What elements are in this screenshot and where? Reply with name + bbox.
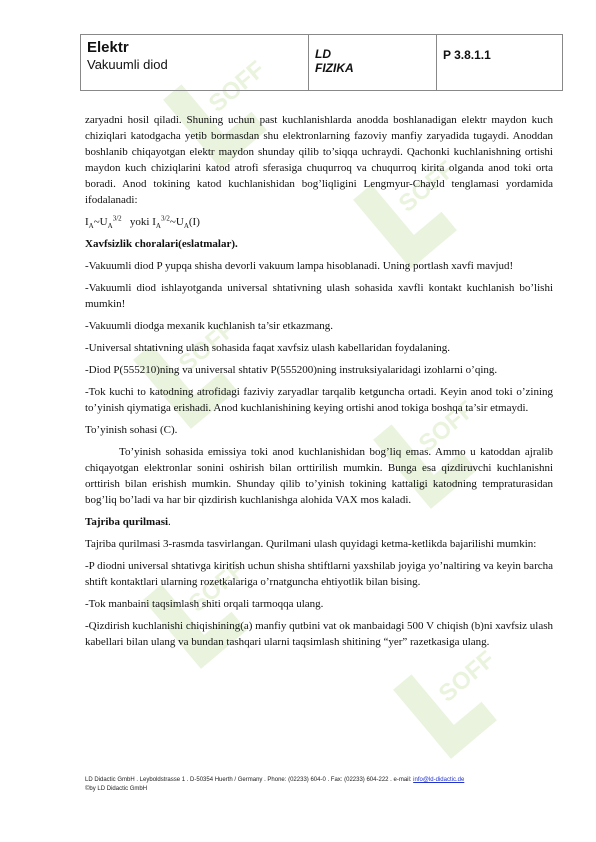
paragraph-space-charge: zaryadni hosil qiladi. Shuning uchun past kuchlanishlarda anodda boshlanadigan elektr maydon kuch chiziqlari katodgacha yetib bormasdan shu elektronlarning fazoviy manfiy zaryadida tugaydi. Anoddan boshlanib chiqayotgan elektr maydon shunday qilib to’siqqa uchraydi. Qachonki kuchlanishning ortishi maydon kuch chiziqlarini katod atrofi sferasiga chuqurroq va chuqurroq kirita olganda anod toki orta boradi. Anod tokining katod kuchlanishidan bog’liqligini Lengmyur-Chayld tenglamasi yordamida ifodalanadi: — [85, 114, 553, 206]
footer-address: LD Didactic GmbH . Leyboldstrasse 1 . D-50354 Huerth / Germany . Phone: (02233) 604-0 . Fax: (02233) 604-222 . e-mail: — [85, 777, 414, 783]
safety-note: -Universal shtativning ulash sohasida faqat xavfsiz ulash kabellaridan foydalaning. — [85, 342, 451, 354]
footer-address-line — [85, 776, 555, 785]
safety-heading: Xavfsizlik choralari(eslatmalar). — [85, 238, 238, 250]
svg-text:SOFF: SOFF — [203, 55, 271, 118]
header-subtitle: Vakuumli diod — [87, 57, 168, 72]
formula-sub: A — [155, 222, 161, 231]
page-header-table — [80, 34, 563, 91]
formula-part: yoki I — [129, 216, 156, 228]
formula-part: ~U — [169, 216, 184, 228]
watermark-logo-6 — [370, 630, 520, 780]
safety-note: -Vakuumli diod P yupqa shisha devorli vakuum lampa hisoblanadi. Uning portlash xavfi mavjud! — [85, 260, 514, 272]
header-title: Elektr — [87, 39, 129, 56]
header-ld-cell — [309, 35, 437, 90]
setup-step: -P diodni universal shtativga kiritish uchun shisha shtiftlarni yaxshilab joyiga yo’naltiring va keyin barcha shtift kontaktlari ularning rozetkalariga o’rnatguncha ehtiyotlik bilan bising. — [85, 560, 553, 588]
svg-text:SOFF: SOFF — [413, 395, 481, 458]
formula-part: (I) — [188, 216, 200, 228]
footer-copyright: ©by LD Didactic GmbH — [85, 786, 148, 792]
svg-text:SOFF: SOFF — [183, 555, 251, 618]
header-fizika: FIZIKA — [315, 61, 354, 75]
safety-note: -Diod P(555210)ning va universal shtativ P(555200)ning instruksiyalaridagi izohlarni o’qing. — [85, 364, 498, 376]
header-code-cell — [437, 35, 562, 90]
formula-part: I — [85, 216, 89, 228]
saturation-paragraph: To’yinish sohasida emissiya toki anod kuchlanishidan bog’liq emas. Ammo u katoddan ajralib chiqayotgan elektronlar sonini oshirish bilan orttirilish mumkin. Bunga esa qizdiruvchi kuchlanishni orttirish bilan erishish mumkin. Shunday qilib to’yinish tokining kattaligi katodning tempraturasidan bog’liq bo’ladi va har bir qizdirish kuchlanishga alohida VAX mos kaladi. — [85, 446, 553, 506]
setup-step: -Qizdirish kuchlanishi chiqishining(a) manfiy qutbini vat ok manbaidagi 500 V chiqish (b)ni xavfsiz ulash kabellari bilan ulang va bundan tashqari ularni taqsimlash shitining “yer” razetkasiga ulang. — [85, 620, 553, 648]
setup-step: -Tok manbaini taqsimlash shiti orqali tarmoqqa ulang. — [85, 598, 324, 610]
formula-sub: A — [88, 222, 94, 231]
svg-text:SOFF: SOFF — [433, 645, 501, 708]
setup-heading-line — [85, 514, 553, 530]
svg-text:SOFF: SOFF — [393, 155, 461, 218]
safety-note: -Tok kuchi to katodning atrofidagi faziviy zaryadlar tarqalib ketguncha ortadi. Keyin anod toki o’zining to’yinish qiymatiga erishadi. Anod kuchlanishining keying ortishi anod tokiga boshqa ta’sir etmaydi. — [85, 386, 553, 414]
footer-email-link[interactable]: info@ld-didactic.de — [413, 777, 465, 783]
svg-text:SOFF: SOFF — [173, 315, 241, 378]
header-ld: LD — [315, 47, 331, 61]
setup-heading-dot: . — [168, 516, 171, 528]
formula-sub: A — [183, 222, 189, 231]
safety-note: -Vakuumli diod ishlayotganda universal shtativning ulash sohasida xavfli kontakt kuchlanish bo’lishi mumkin! — [85, 282, 553, 310]
setup-paragraph: Tajriba qurilmasi 3-rasmda tasvirlangan. Qurilmani ulash quyidagi ketma-ketlikda bajarilishi mumkin: — [85, 538, 537, 550]
saturation-heading: To’yinish sohasi (C). — [85, 424, 178, 436]
formula-part: ~U — [93, 216, 108, 228]
header-code: P 3.8.1.1 — [443, 48, 491, 62]
formula-langmuir-child — [85, 214, 553, 230]
setup-heading: Tajriba qurilmasi — [85, 516, 169, 528]
document-body — [85, 112, 553, 650]
formula-sup: 3/2 — [160, 214, 170, 223]
safety-note: -Vakuumli diodga mexanik kuchlanish ta’sir etkazmang. — [85, 320, 334, 332]
formula-sup: 3/2 — [112, 214, 122, 223]
page-footer — [85, 776, 555, 794]
header-title-cell — [81, 35, 309, 90]
formula-sub: A — [107, 222, 113, 231]
